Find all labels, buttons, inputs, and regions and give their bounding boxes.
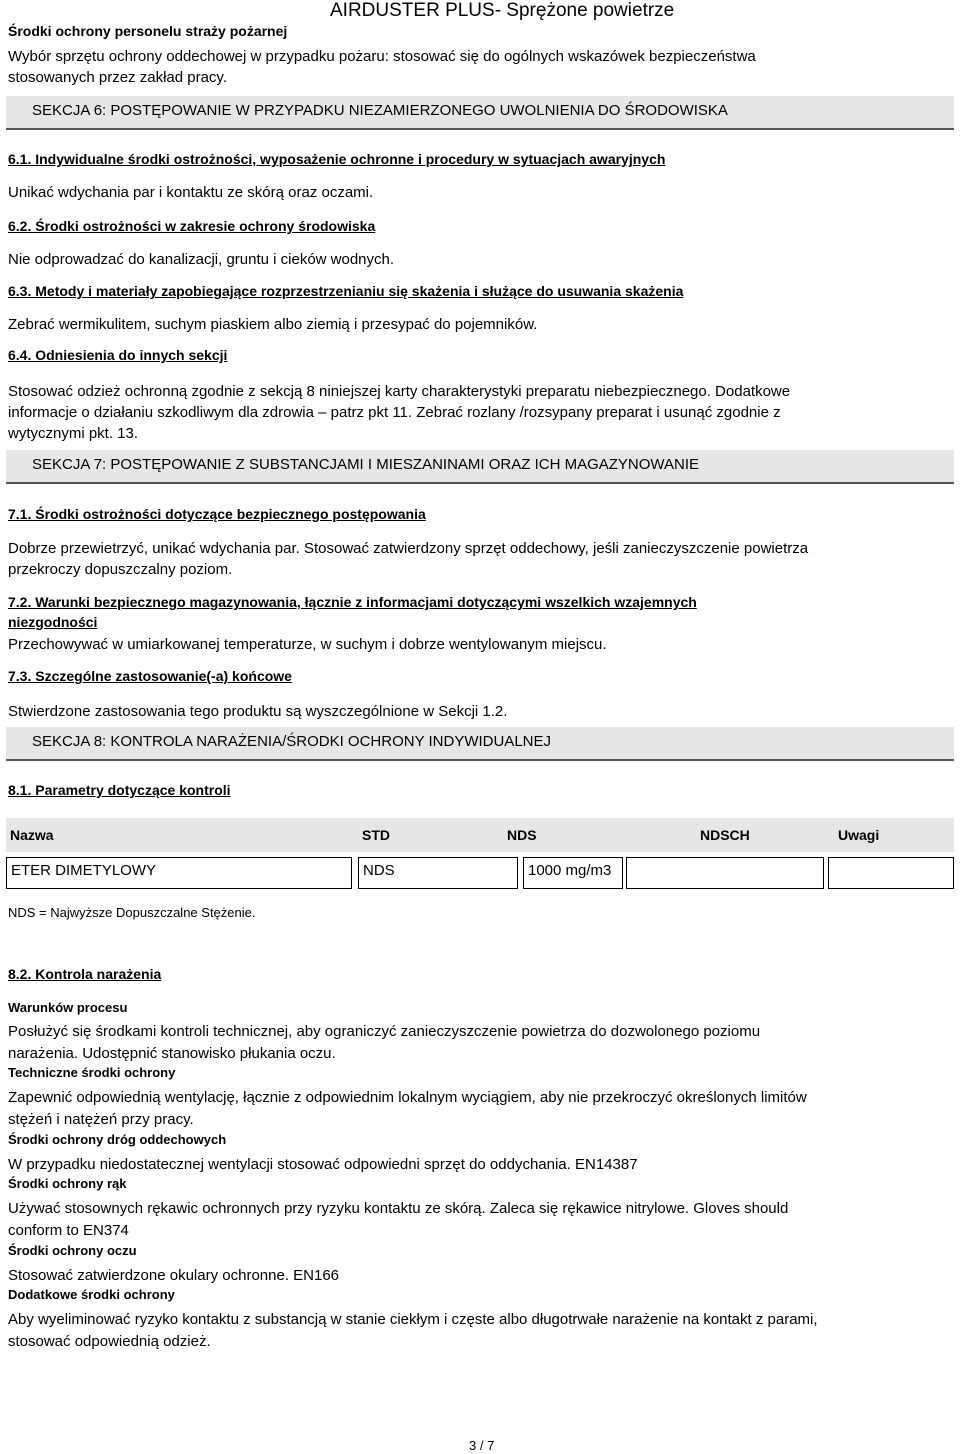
additional-protection-text-2: stosować odpowiednią odzież. [8,1333,211,1350]
nds-legend: NDS = Najwyższe Dopuszczalne Stężenie. [8,905,256,920]
subsection-6-1-text: Unikać wdychania par i kontaktu ze skórą oraz oczami. [8,184,374,201]
header-product-title: AIRDUSTER PLUS- Sprężone powietrze [330,0,675,21]
subsection-6-2-heading: 6.2. Środki ostrożności w zakresie ochrony środowiska [8,218,376,234]
respiratory-protection-text: W przypadku niedostatecznej wentylacji stosować odpowiedni sprzęt do oddychania. EN14387 [8,1156,638,1173]
technical-measures-label: Techniczne środki ochrony [8,1065,176,1080]
section-6-title: SEKCJA 6: POSTĘPOWANIE W PRZYPADKU NIEZAMIERZONEGO UWOLNIENIA DO ŚRODOWISKA [32,102,728,119]
intro-line-1: Wybór sprzętu ochrony oddechowej w przypadku pożaru: stosować się do ogólnych wskazówek bezpieczeństwa [8,48,756,65]
subsection-7-3-heading: 7.3. Szczególne zastosowanie(-a) końcowe [8,668,292,684]
hand-protection-text-1: Używać stosownych rękawic ochronnych przy ryzyku kontaktu ze skórą. Zaleca się rękawice nitrylowe. Gloves should [8,1200,789,1217]
subsection-7-2-heading-2: niezgodności [8,614,98,630]
subsection-6-4-text-2: informacje o działaniu szkodliwym dla zdrowia – patrz pkt 11. Zebrać rozlany /rozsypany preparat i usunąć zgodnie z [8,404,781,421]
table-cell-name-text: ETER DIMETYLOWY [11,862,157,879]
hand-protection-label: Środki ochrony rąk [8,1176,127,1191]
section-7-bar [6,450,954,484]
additional-protection-text-1: Aby wyeliminować ryzyko kontaktu z substancją w stanie ciekłym i częste albo długotrwałe narażenie na kontakt z parami, [8,1311,818,1328]
section-7-title: SEKCJA 7: POSTĘPOWANIE Z SUBSTANCJAMI I MIESZANINAMI ORAZ ICH MAGAZYNOWANIE [32,456,700,473]
table-cell-name [6,857,352,889]
table-header-ndsch: NDSCH [700,827,750,843]
subsection-6-4-heading: 6.4. Odniesienia do innych sekcji [8,347,228,363]
eye-protection-label: Środki ochrony oczu [8,1243,137,1258]
subsection-7-1-text-1: Dobrze przewietrzyć, unikać wdychania par. Stosować zatwierdzony sprzęt oddechowy, jeśli zanieczyszczenie powietrza [8,540,809,557]
subsection-7-2-text: Przechowywać w umiarkowanej temperaturze, w suchym i dobrze wentylowanym miejscu. [8,636,607,653]
table-header-std: STD [362,827,390,843]
table-header-uwagi: Uwagi [838,827,880,843]
subsection-6-3-text: Zebrać wermikulitem, suchym piaskiem albo ziemią i przesypać do pojemników. [8,316,538,333]
eye-protection-text: Stosować zatwierdzone okulary ochronne. EN166 [8,1267,340,1284]
table-cell-std [358,857,518,889]
subsection-7-1-text-2: przekroczy dopuszczalny poziom. [8,561,233,578]
subsection-7-1-heading: 7.1. Środki ostrożności dotyczące bezpiecznego postępowania [8,506,426,522]
respiratory-protection-label: Środki ochrony dróg oddechowych [8,1132,227,1147]
table-header-name: Nazwa [10,827,54,843]
intro-line-2: stosowanych przez zakład pracy. [8,69,227,86]
subsection-6-2-text: Nie odprowadzać do kanalizacji, gruntu i cieków wodnych. [8,251,395,268]
subsection-7-2-heading-1: 7.2. Warunki bezpiecznego magazynowania, łącznie z informacjami dotyczącymi wszelkich wzajemnych [8,594,697,610]
subsection-6-4-text-1: Stosować odzież ochronną zgodnie z sekcją 8 niniejszej karty charakterystyki preparatu niebezpiecznego. Dodatkowe [8,383,791,400]
subsection-6-4-text-3: wytycznymi pkt. 13. [8,425,139,442]
subsection-6-3-heading: 6.3. Metody i materiały zapobiegające rozprzestrzenianiu się skażenia i służące do usuwania skażenia [8,283,684,299]
section-8-bar [6,727,954,761]
process-conditions-text-2: narażenia. Udostępnić stanowisko płukania oczu. [8,1045,336,1062]
table-cell-nds [523,857,623,889]
section-8-title: SEKCJA 8: KONTROLA NARAŻENIA/ŚRODKI OCHRONY INDYWIDUALNEJ [32,733,551,750]
additional-protection-label: Dodatkowe środki ochrony [8,1287,175,1302]
process-conditions-label: Warunków procesu [8,1000,128,1015]
table-cell-nds-text: 1000 mg/m3 [528,862,612,879]
process-conditions-text-1: Posłużyć się środkami kontroli technicznej, aby ograniczyć zanieczyszczenie powietrza do dozwolonego poziomu [8,1023,761,1040]
subsection-8-1-heading: 8.1. Parametry dotyczące kontroli [8,782,231,798]
table-header-nds: NDS [507,827,537,843]
exposure-table-header [6,818,954,852]
section-6-bar [6,96,954,130]
page-number: 3 / 7 [469,1438,495,1453]
subsection-8-2-heading: 8.2. Kontrola narażenia [8,966,162,982]
table-cell-uwagi [828,857,954,889]
subsection-6-1-heading: 6.1. Indywidualne środki ostrożności, wyposażenie ochronne i procedury w sytuacjach awaryjnych [8,151,666,167]
technical-measures-text-2: stężeń i natężeń przy pracy. [8,1111,194,1128]
subsection-7-3-text: Stwierdzone zastosowania tego produktu są wyszczególnione w Sekcji 1.2. [8,703,508,720]
technical-measures-text-1: Zapewnić odpowiednią wentylację, łącznie z odpowiednim lokalnym wyciągiem, aby nie przekroczyć określonych limitów [8,1089,807,1106]
table-cell-std-text: NDS [363,862,395,879]
hand-protection-text-2: conform to EN374 [8,1222,129,1239]
header-left-title: Środki ochrony personelu straży pożarnej [8,23,288,39]
table-cell-ndsch [626,857,824,889]
